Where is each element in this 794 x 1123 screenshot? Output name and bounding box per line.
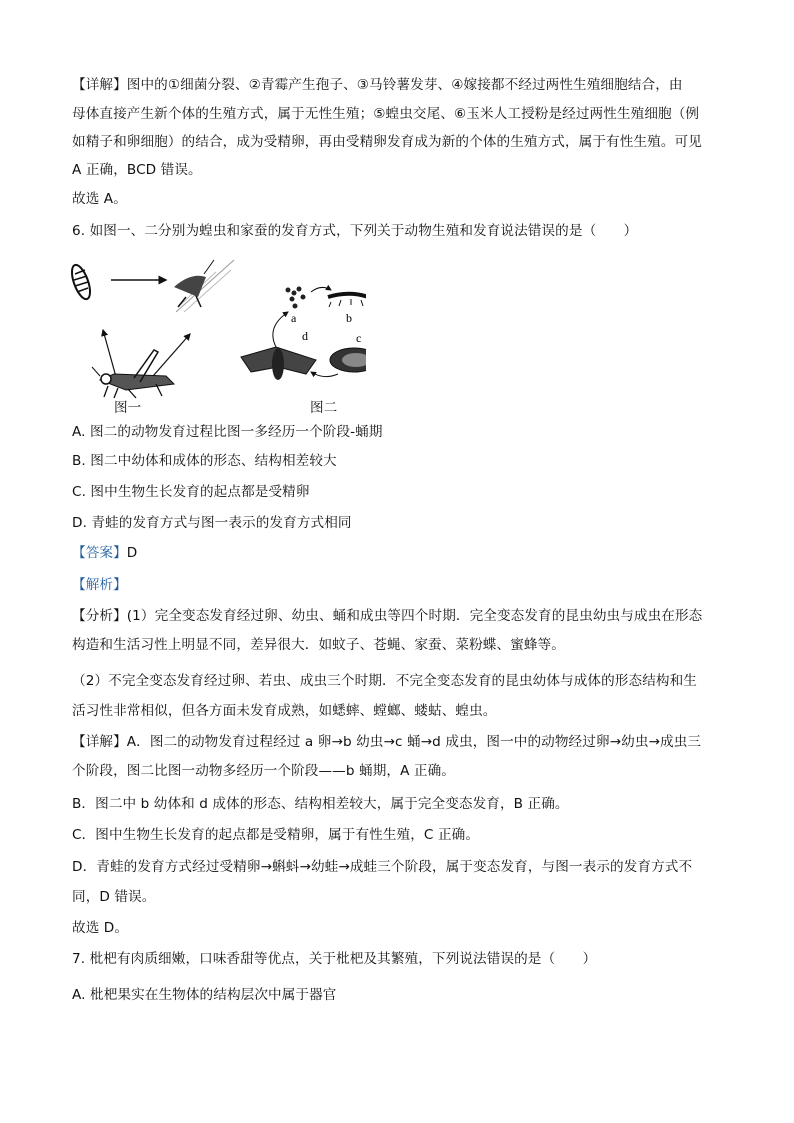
larva-icon [328, 294, 366, 307]
q6-option-d: D. 青蛙的发育方式与图一表示的发育方式相同 [72, 515, 352, 531]
q6-stem: 6. 如图一、二分别为蝗虫和家蚕的发育方式，下列关于动物生殖和发育说法错误的是（ ） [72, 223, 638, 239]
q6-detail-line-5: D．青蛙的发育方式经过受精卵→蝌蚪→幼蛙→成蛙三个阶段，属于变态发育，与图一表示的发育方式不 [72, 859, 693, 875]
q6-analysis-line-2: 构造和生活习性上明显不同，差异很大．如蚊子、苍蝇、家蚕、菜粉蝶、蜜蜂等。 [72, 637, 565, 653]
q6-option-b: B. 图二中幼体和成体的形态、结构相差较大 [72, 453, 337, 469]
nymph-icon [174, 260, 234, 312]
q5-conclusion: 故选 A。 [72, 191, 127, 207]
q6-option-c: C. 图中生物生长发育的起点都是受精卵 [72, 484, 310, 500]
locust-development-diagram [66, 252, 366, 402]
q6-analysis-line-3: （2）不完全变态发育经过卵、若虫、成虫三个时期．不完全变态发育的昆虫幼体与成体的形态结构和生 [72, 673, 697, 689]
q6-detail-line-1 [72, 733, 701, 751]
silkworm-egg-icon [286, 287, 306, 309]
q5-detail-line-3: 如精子和卵细胞）的结合，成为受精卵，再由受精卵发育成为新的个体的生殖方式，属于有性生殖。可见 [72, 134, 702, 150]
cocoon-icon [330, 348, 366, 372]
stage-label-c: c [356, 331, 362, 345]
answer-value: D [126, 545, 138, 561]
q5-detail-line-4: A 正确，BCD 错误。 [72, 162, 202, 178]
q7-option-a: A. 枇杷果实在生物体的结构层次中属于器官 [72, 987, 337, 1003]
stage-label-a: a [291, 311, 297, 325]
q6-conclusion: 故选 D。 [72, 920, 129, 936]
detail-text: A．图二的动物发育过程经过 a 卵→b 幼虫→c 蛹→d 成虫，图一中的动物经过卵→幼虫→成虫三 [126, 734, 702, 750]
q6-detail-line-3: B．图二中 b 幼体和 d 成体的形态、结构相差较大，属于完全变态发育，B 正确。 [72, 796, 569, 812]
q6-figure [66, 252, 366, 417]
q6-analysis-line-4: 活习性非常相似，但各方面未发育成熟，如蟋蟀、螳螂、蝼蛄、蝗虫。 [72, 703, 497, 719]
detail-label: 【详解】 [72, 77, 127, 93]
figure-caption-1: 图一 [114, 400, 142, 416]
moth-icon [241, 347, 316, 380]
q6-answer [72, 544, 137, 562]
q6-analysis-label: 【解析】 [72, 577, 127, 593]
q6-detail-line-2: 个阶段，图二比图一动物多经历一个阶段——b 蛹期，A 正确。 [72, 763, 456, 779]
detail-text: 图中的①细菌分裂、②青霉产生孢子、③马铃薯发芽、④嫁接都不经过两性生殖细胞结合，由 [126, 77, 683, 93]
figure-caption-2: 图二 [310, 400, 338, 416]
q5-detail-line-2: 母体直接产生新个体的生殖方式，属于无性生殖；⑤蝗虫交尾、⑥玉米人工授粉是经过两性生殖细胞（例 [72, 106, 700, 122]
stage-label-b: b [346, 311, 352, 325]
answer-label: 【答案】 [72, 545, 127, 561]
analysis-text: (1）完全变态发育经过卵、幼虫、蛹和成虫等四个时期．完全变态发育的昆虫幼虫与成虫在形态 [126, 608, 703, 624]
q6-detail-line-6: 同，D 错误。 [72, 889, 156, 905]
q6-detail-line-4: C．图中生物生长发育的起点都是受精卵，属于有性生殖，C 正确。 [72, 827, 480, 843]
q6-analysis-line-1 [72, 607, 702, 625]
q5-detail-line-1 [72, 76, 683, 94]
analysis-sub-label: 【分析】 [72, 608, 127, 624]
detail-label: 【详解】 [72, 734, 127, 750]
q7-stem: 7. 枇杷有肉质细嫩，口味香甜等优点，关于枇杷及其繁殖，下列说法错误的是（ ） [72, 951, 597, 967]
stage-label-d: d [302, 329, 308, 343]
adult-locust-icon [92, 350, 174, 398]
q6-option-a: A. 图二的动物发育过程比图一多经历一个阶段-蛹期 [72, 424, 383, 440]
egg-icon [68, 263, 93, 302]
